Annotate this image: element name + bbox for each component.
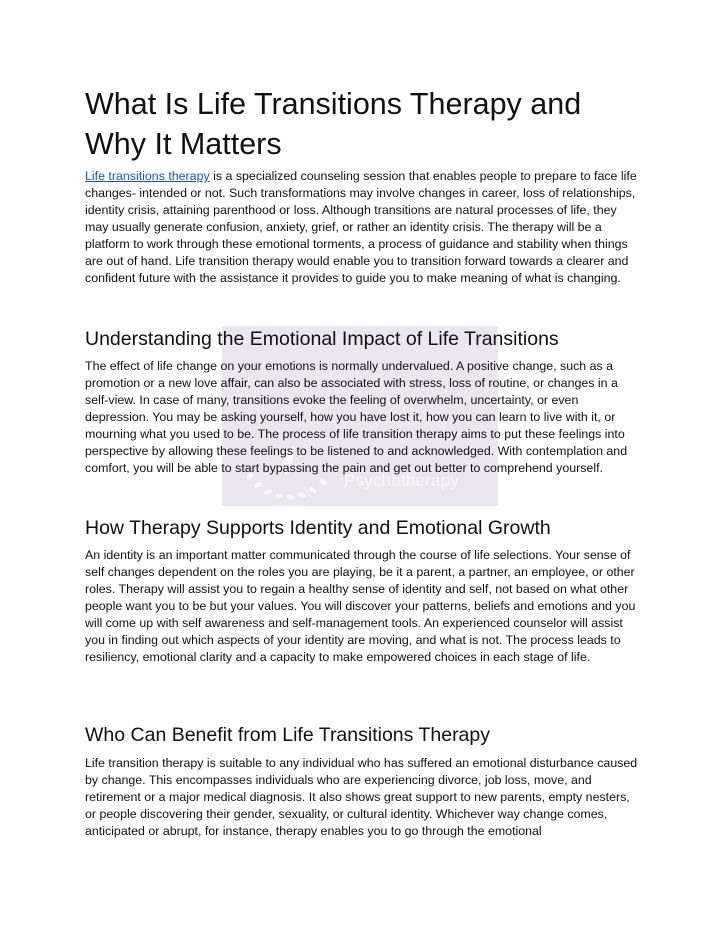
watermark-text: Psychotherapy bbox=[344, 471, 460, 490]
page-title: What Is Life Transitions Therapy and Why It Matters bbox=[85, 87, 582, 161]
section-heading-who-can-benefit: Who Can Benefit from Life Transitions Therapy bbox=[85, 724, 490, 746]
section-heading-identity-growth: How Therapy Supports Identity and Emotional Growth bbox=[85, 517, 551, 539]
intro-paragraph bbox=[85, 168, 640, 287]
section-body-identity-growth: An identity is an important matter communicated through the course of life selections. Your sense of self changes dependent on the roles you are playing, be it a parent, a partner, an employee, or other roles. Therapy will assist you to regain a healthy sense of identity and self, not based on what other people want you to be but your values. You will discover your patterns, beliefs and emotions and you will come up with self awareness and self-management tools. An experienced counselor will assist you in finding out which aspects of your identity are moving, and what is not. The process leads to resiliency, emotional clarity and a capacity to make empowered choices in each stage of life. bbox=[85, 548, 636, 664]
section-body-emotional-impact: The effect of life change on your emotions is normally undervalued. A positive change, such as a promotion or a new love affair, can also be associated with stress, loss of routine, or changes in a self-view. In case of many, transitions evoke the feeling of overwhelm, uncertainty, or even depression. You may be asking yourself, how you have lost it, how you can learn to live with it, or mourning what you used to be. The process of life transition therapy aims to put these feelings into perspective by allowing these feelings to be listened to and acknowledged. With contemplation and comfort, you will be able to start bypassing the pain and get out better to comprehend yourself. bbox=[85, 359, 628, 475]
section-heading-emotional-impact: Understanding the Emotional Impact of Life Transitions bbox=[85, 328, 559, 350]
intro-text: is a specialized counseling session that enables people to prepare to face life changes- intended or not. Such transformations may involve changes in career, loss of relationships, identity crisis, attaining parenthood or loss. Although transitions are natural processes of life, they may usually generate confusion, anxiety, grief, or rather an identity crisis. The therapy will be a platform to work through these emotional torments, a process of guidance and stability when things are out of hand. Life transition therapy would enable you to transition forward towards a clearer and confident future with the assistance it provides to guide you to make meaning of what is changing. bbox=[85, 169, 637, 285]
life-transitions-therapy-link[interactable]: Life transitions therapy bbox=[85, 169, 210, 183]
section-body-who-can-benefit: Life transition therapy is suitable to any individual who has suffered an emotional disturbance caused by change. This encompasses individuals who are experiencing divorce, job loss, move, and retirement or a major medical diagnosis. It also shows great support to new parents, empty nesters, or people discovering their gender, sexuality, or cultural identity. Whichever way change comes, anticipated or abrupt, for instance, therapy enables you to go through the emotional bbox=[85, 756, 638, 838]
